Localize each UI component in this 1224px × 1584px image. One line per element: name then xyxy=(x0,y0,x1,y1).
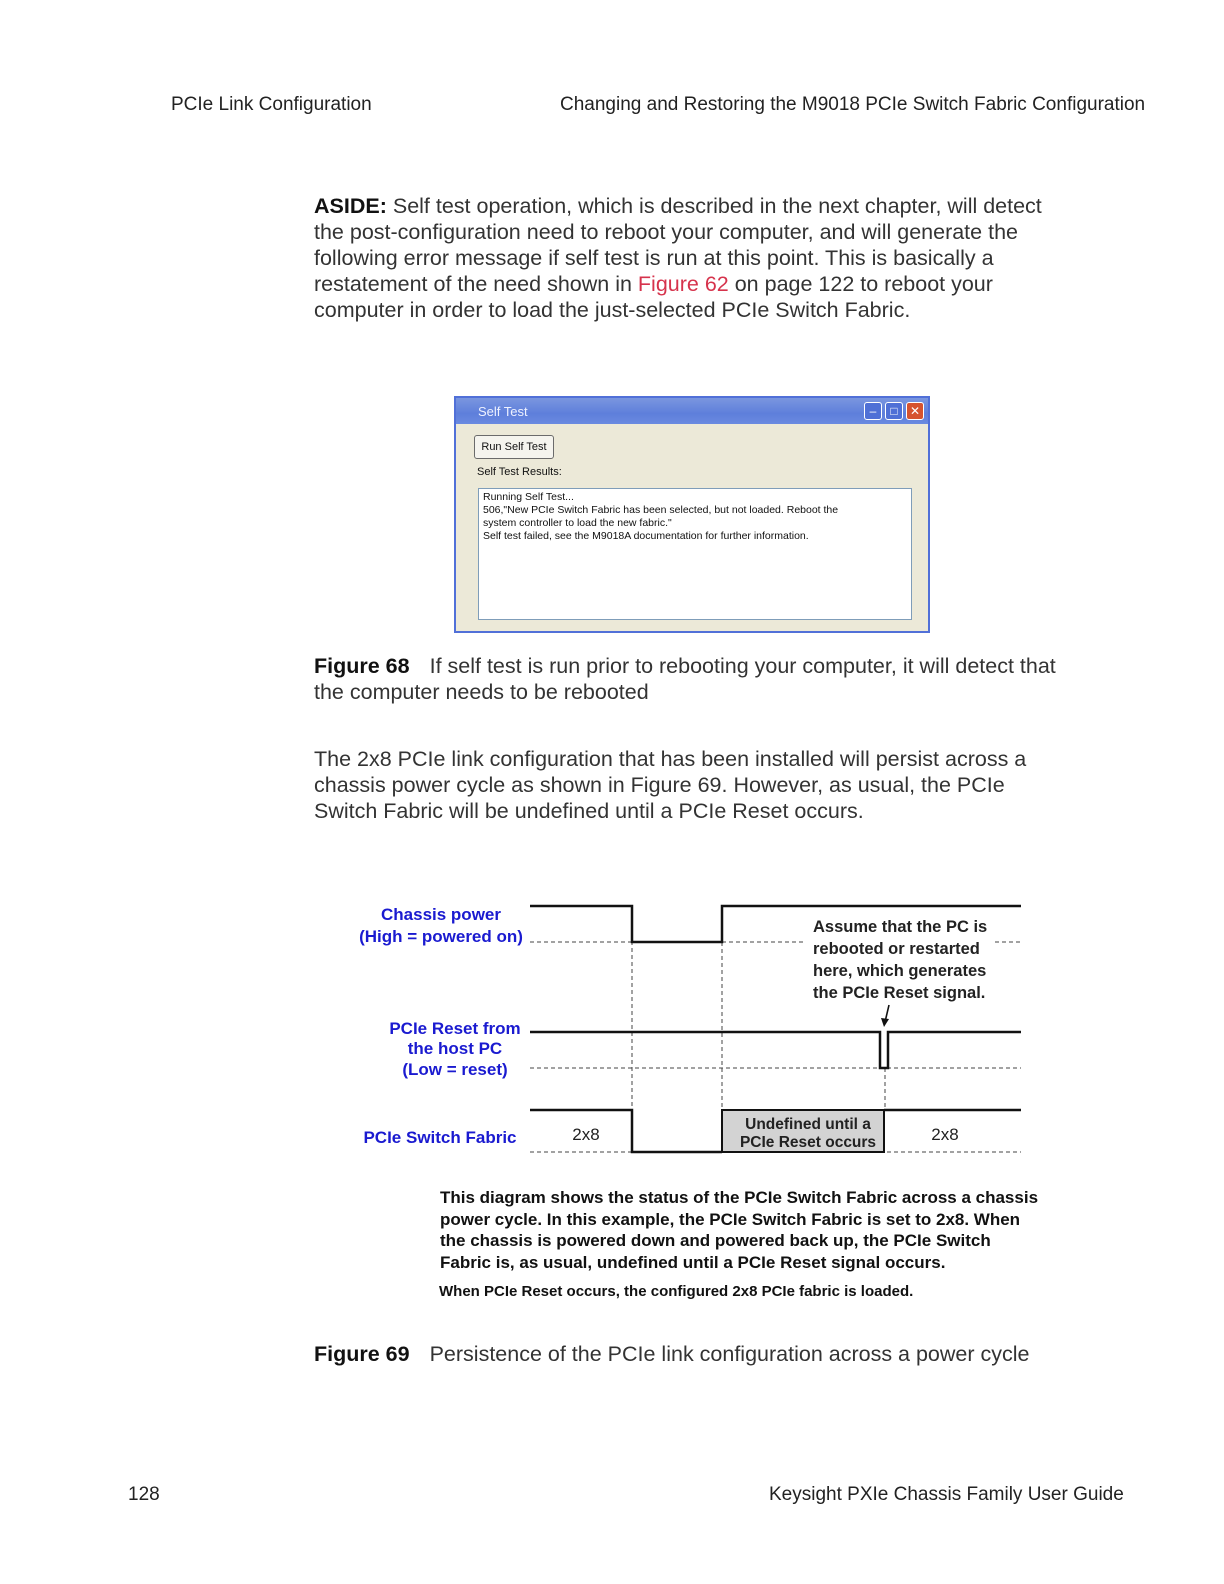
results-label: Self Test Results: xyxy=(477,466,562,478)
window-title: Self Test xyxy=(478,404,528,419)
pcie-reset-low-label: (Low = reset) xyxy=(402,1060,508,1079)
switch-fabric-label: PCIe Switch Fabric xyxy=(363,1128,517,1147)
state-undefined-line2: PCIe Reset occurs xyxy=(739,1134,877,1151)
state-undefined-line1: Undefined until a xyxy=(745,1116,871,1133)
pcie-reset-waveform xyxy=(530,1032,1021,1068)
figure-69-caption xyxy=(314,1341,1074,1367)
pcie-reset-label: PCIe Reset from xyxy=(389,1019,521,1038)
chassis-power-label: Chassis power xyxy=(381,905,501,924)
minimize-icon[interactable]: – xyxy=(864,402,882,420)
note-line: the PCIe Reset signal. xyxy=(813,984,986,1002)
close-icon[interactable]: ✕ xyxy=(906,402,924,420)
note-line: rebooted or restarted xyxy=(813,940,980,958)
figure-68-text: If self test is run prior to rebooting your computer, it will detect that the computer needs to be rebooted xyxy=(314,654,1056,704)
diagram-description: This diagram shows the status of the PCIe Switch Fabric across a chassis power cycle. In this example, the PCIe Switch Fabric is set to 2x8. When the chassis is powered down and powered back up, the PCIe Switch Fabric is, as usual, undefined until a PCIe Reset signal occurs. xyxy=(440,1188,1039,1272)
page-number: 128 xyxy=(128,1484,160,1505)
note-line: Assume that the PC is xyxy=(813,918,988,936)
results-line: 506,"New PCIe Switch Fabric has been selected, but not loaded. Reboot the xyxy=(483,504,839,516)
figure-68-label: Figure 68 xyxy=(314,654,410,678)
note-arrowhead xyxy=(881,1018,889,1027)
run-self-test-button[interactable]: Run Self Test xyxy=(474,435,554,459)
aside-text-2: on page 122 to reboot your computer in order to load the just-selected PCIe Switch Fabric. xyxy=(314,272,993,322)
figure-62-link[interactable]: Figure 62 xyxy=(637,272,729,296)
figure-69-label: Figure 69 xyxy=(314,1342,410,1366)
switch-fabric-waveform xyxy=(530,1110,722,1152)
running-header-right: Changing and Restoring the M9018 PCIe Switch Fabric Configuration xyxy=(560,94,1146,115)
diagram-footnote: When PCIe Reset occurs, the configured 2x8 PCIe fabric is loaded. xyxy=(439,1283,914,1300)
state-right-2x8: 2x8 xyxy=(931,1125,959,1144)
footer-title: Keysight PXIe Chassis Family User Guide xyxy=(769,1484,1124,1505)
results-line: Self test failed, see the M9018A documentation for further information. xyxy=(483,530,809,542)
body-paragraph: The 2x8 PCIe link configuration that has been installed will persist across a chassis power cycle as shown in Figure 69. However, as usual, the PCIe Switch Fabric will be undefined until a PCIe Reset occurs. xyxy=(314,747,1027,823)
figure-69-text: Persistence of the PCIe link configuration across a power cycle xyxy=(429,1342,1030,1366)
chassis-power-sublabel: (High = powered on) xyxy=(359,927,523,946)
aside-text-1: Self test operation, which is described in the next chapter, will detect the post-configuration need to reboot your computer, and will generate the following error message if self test is run at this point. This is basically a restatement of the need shown in xyxy=(314,194,1042,296)
pcie-reset-sublabel: the host PC xyxy=(407,1039,503,1058)
results-line: Running Self Test... xyxy=(483,491,574,503)
running-header-left: PCIe Link Configuration xyxy=(171,94,372,115)
results-line: system controller to load the new fabric." xyxy=(483,517,672,529)
aside-label: ASIDE: xyxy=(314,194,387,218)
maximize-icon[interactable]: □ xyxy=(885,402,903,420)
state-left-2x8: 2x8 xyxy=(572,1125,600,1144)
note-line: here, which generates xyxy=(813,962,987,980)
